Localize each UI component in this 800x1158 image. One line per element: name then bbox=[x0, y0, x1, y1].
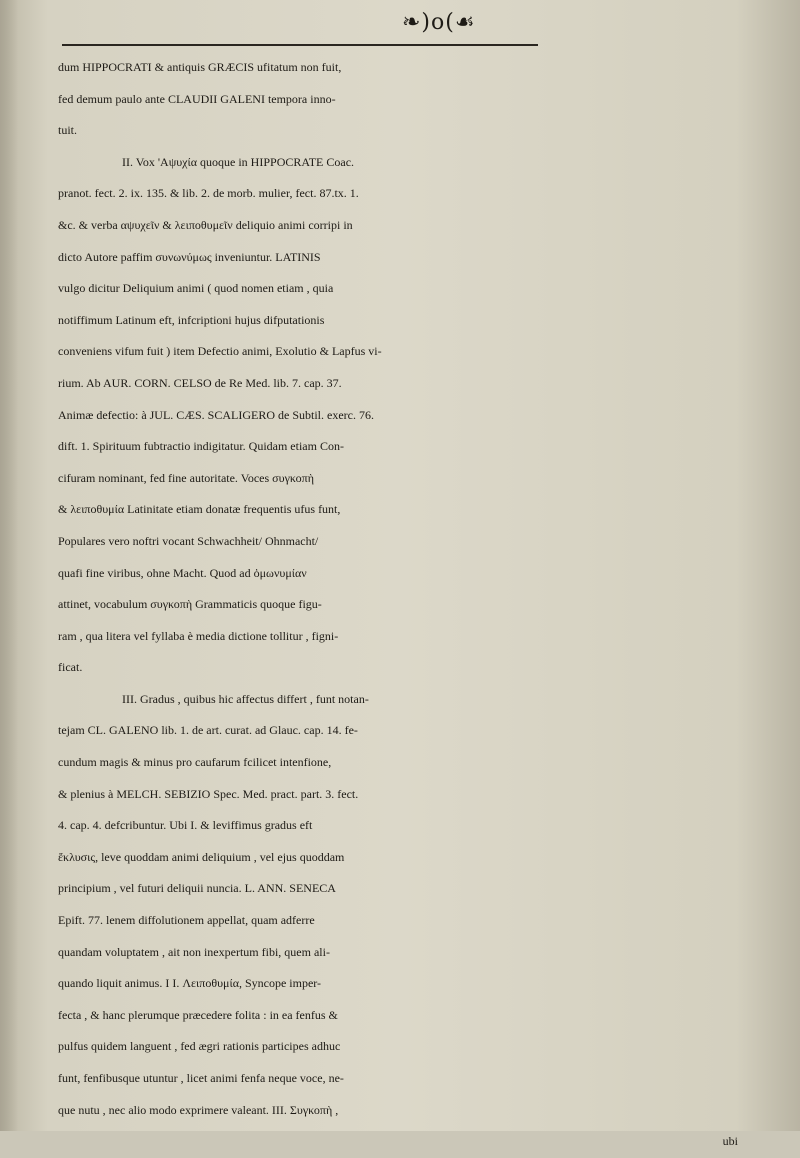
text-line: dift. 1. Spirituum fubtractio indigitatur. Quidam etiam Con- bbox=[58, 439, 344, 454]
text-line: pulfus quidem languent , fed ægri rationis participes adhuc bbox=[58, 1039, 341, 1054]
text-line: ram , qua litera vel fyllaba è media dictione tollitur , figni- bbox=[58, 628, 339, 643]
text-line: 4. cap. 4. defcribuntur. Ubi I. & leviffimus gradus eft bbox=[58, 818, 313, 833]
text-line: II. Vox 'Aψυχία quoque in HIPPOCRATE Coac. bbox=[122, 154, 355, 169]
text-line: Animæ defectio: à JUL. CÆS. SCALIGERO de Subtil. exerc. 76. bbox=[58, 407, 374, 422]
text-line: Populares vero noftri vocant Schwachheit/ Ohnmacht/ bbox=[58, 533, 319, 548]
text-line: & λειποθυμία Latinitate etiam donatæ frequentis ufus funt, bbox=[58, 502, 341, 517]
header-rule bbox=[62, 44, 538, 46]
text-line: tejam CL. GALENO lib. 1. de art. curat. ad Glauc. cap. 14. fe- bbox=[58, 723, 358, 738]
text-line: fed demum paulo ante CLAUDII GALENI tempora inno- bbox=[58, 91, 336, 106]
header-ornament: ❧)ο(☙ bbox=[402, 10, 476, 35]
text-line: dum HIPPOCRATI & antiquis GRÆCIS ufitatum non fuit, bbox=[58, 60, 342, 74]
text-line: ἔκλυσις, leve quoddam animi deliquium , vel ejus quoddam bbox=[58, 849, 345, 864]
text-line: vulgo dicitur Deliquium animi ( quod nomen etiam , quia bbox=[58, 281, 334, 296]
text-line: cifuram nominant, fed fine autoritate. Voces συγκοπὴ bbox=[58, 470, 314, 485]
text-line: tuit. bbox=[58, 123, 78, 138]
text-line: rium. Ab AUR. CORN. CELSO de Re Med. lib. 7. cap. 37. bbox=[58, 375, 342, 390]
text-line: dicto Autore paffim συνωνύμως inveniuntur. LATINIS bbox=[58, 249, 321, 264]
text-line: cundum magis & minus pro caufarum fcilicet intenfione, bbox=[58, 755, 332, 770]
body-text bbox=[58, 52, 758, 1158]
text-line: funt, fenfibusque utuntur , licet animi fenfa neque voce, ne- bbox=[58, 1071, 344, 1085]
text-line: fecta , & hanc plerumque præcedere folita : in ea fenfus & bbox=[58, 1007, 338, 1022]
text-line: notiffimum Latinum eft, infcriptioni hujus difputationis bbox=[58, 312, 325, 327]
text-line: Epift. 77. lenem diffolutionem appellat, quam adferre bbox=[58, 913, 315, 928]
text-line: ficat. bbox=[58, 660, 83, 675]
page-shadow bbox=[0, 0, 18, 1131]
text-line: &c. & verba αψυχεῖν & λειποθυμεῖν deliquio animi corripi in bbox=[58, 217, 353, 232]
text-line: que nutu , nec alio modo exprimere valeant. III. Συγκοπὴ , bbox=[58, 1102, 339, 1117]
text-line: quando liquit animus. I I. Λειποθυμία, Syncope imper- bbox=[58, 976, 322, 991]
text-line: pranot. fect. 2. ix. 135. & lib. 2. de morb. mulier, fect. 87.tx. 1. bbox=[58, 186, 359, 201]
text-line: III. Gradus , quibus hic affectus differt , funt notan- bbox=[122, 691, 369, 706]
catchword: ubi bbox=[722, 1134, 738, 1149]
text-line: quandam voluptatem , ait non inexpertum fibi, quem ali- bbox=[58, 944, 330, 959]
text-line: attinet, vocabulum συγκοπὴ Grammaticis quoque figu- bbox=[58, 597, 322, 612]
text-line: conveniens vifum fuit ) item Defectio animi, Exolutio & Lapfus vi- bbox=[58, 344, 382, 359]
text-line: & plenius à MELCH. SEBIZIO Spec. Med. pract. part. 3. fect. bbox=[58, 786, 359, 801]
text-line: principium , vel futuri deliquii nuncia. L. ANN. SENECA bbox=[58, 881, 336, 896]
text-line: quafi fine viribus, ohne Macht. Quod ad ὁμωνυμίαν bbox=[58, 565, 307, 580]
